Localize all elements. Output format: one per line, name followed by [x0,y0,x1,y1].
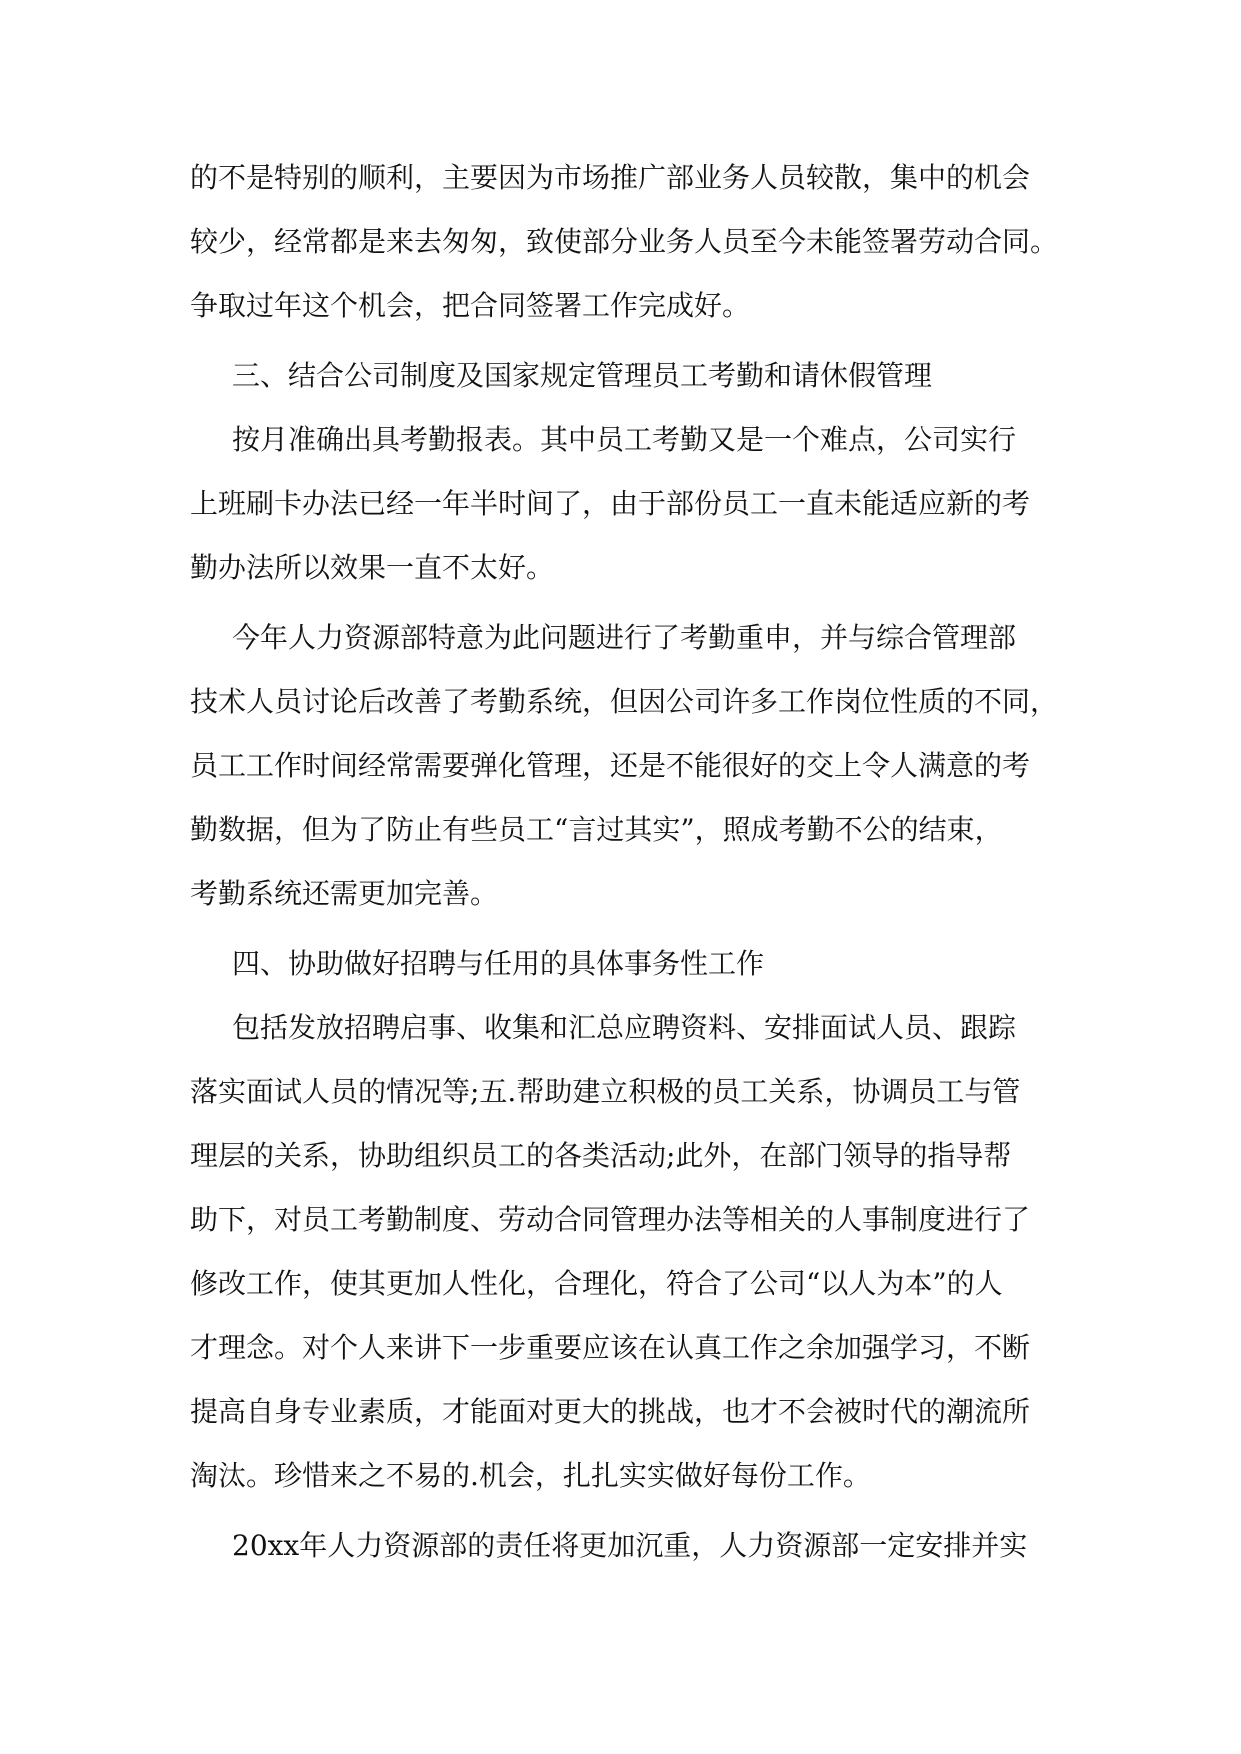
text-line: 理层的关系，协助组织员工的各类活动;此外，在部门领导的指导帮 [190,1139,1012,1172]
text-line: 淘汰。珍惜来之不易的.机会，扎扎实实做好每份工作。 [190,1459,871,1492]
text-line: 提高自身专业素质，才能面对更大的挑战，也才不会被时代的潮流所 [190,1395,1031,1428]
text-line: 修改工作，使其更加人性化，合理化，符合了公司“以人为本”的人 [190,1267,1003,1300]
text-line: 上班刷卡办法已经一年半时间了，由于部份员工一直未能适应新的考 [190,487,1031,520]
text-line: 按月准确出具考勤报表。其中员工考勤又是一个难点，公司实行 [232,423,1017,456]
text-line: 较少，经常都是来去匆匆，致使部分业务人员至今未能签署劳动合同。 [190,225,1059,258]
text-line: 助下，对员工考勤制度、劳动合同管理办法等相关的人事制度进行了 [190,1203,1031,1236]
section-heading: 三、结合公司制度及国家规定管理员工考勤和请休假管理 [232,359,933,392]
text-line: 落实面试人员的情况等;五.帮助建立积极的员工关系，协调员工与管 [190,1075,1021,1108]
text-line: 员工工作时间经常需要弹化管理，还是不能很好的交上令人满意的考 [190,749,1031,782]
text-line: 争取过年这个机会，把合同签署工作完成好。 [190,289,751,322]
text-line: 勤数据，但为了防止有些员工“言过其实”，照成考勤不公的结束， [190,813,1003,846]
text-line: 20xx年人力资源部的责任将更加沉重，人力资源部一定安排并实 [232,1529,1028,1562]
text-line: 才理念。对个人来讲下一步重要应该在认真工作之余加强学习，不断 [190,1331,1031,1364]
text-line: 技术人员讨论后改善了考勤系统，但因公司许多工作岗位性质的不同， [190,685,1059,718]
text-line: 包括发放招聘启事、收集和汇总应聘资料、安排面试人员、跟踪 [232,1011,1017,1044]
section-heading: 四、协助做好招聘与任用的具体事务性工作 [232,947,765,980]
text-line: 考勤系统还需更加完善。 [190,877,499,910]
text-line: 今年人力资源部特意为此问题进行了考勤重申，并与综合管理部 [232,621,1017,654]
text-line: 的不是特别的顺利，主要因为市场推广部业务人员较散，集中的机会 [190,161,1031,194]
text-line: 勤办法所以效果一直不太好。 [190,551,555,584]
